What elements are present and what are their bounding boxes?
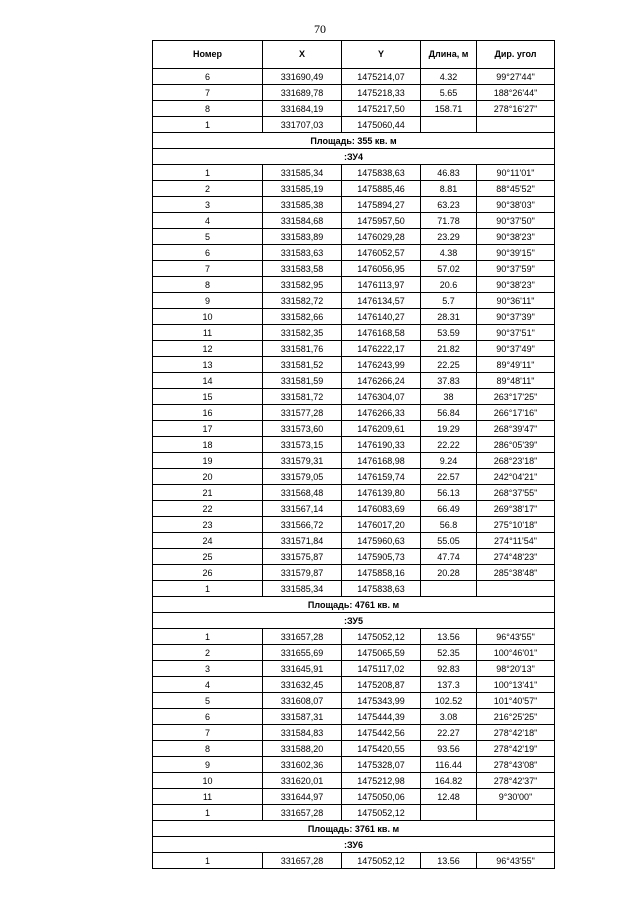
length-cell: 57.02 — [421, 261, 477, 277]
table-row — [153, 117, 555, 133]
table-row — [153, 501, 555, 517]
table-row — [153, 437, 555, 453]
y-cell: 1476168,58 — [342, 325, 421, 341]
x-cell: 331571,84 — [263, 533, 342, 549]
length-cell: 71.78 — [421, 213, 477, 229]
direction-angle-cell: 286°05'39" — [477, 437, 555, 453]
x-cell: 331644,97 — [263, 789, 342, 805]
direction-angle-cell: 278°42'37" — [477, 773, 555, 789]
length-cell: 5.7 — [421, 293, 477, 309]
length-cell: 20.6 — [421, 277, 477, 293]
y-cell: 1475420,55 — [342, 741, 421, 757]
direction-angle-cell: 90°37'50" — [477, 213, 555, 229]
point-number-cell: 2 — [153, 645, 263, 661]
length-cell: 158.71 — [421, 101, 477, 117]
table-row — [153, 469, 555, 485]
point-number-cell: 19 — [153, 453, 263, 469]
x-cell: 331581,72 — [263, 389, 342, 405]
y-cell: 1475444,39 — [342, 709, 421, 725]
y-cell: 1475218,33 — [342, 85, 421, 101]
point-number-cell: 14 — [153, 373, 263, 389]
x-cell: 331632,45 — [263, 677, 342, 693]
y-cell: 1476056,95 — [342, 261, 421, 277]
length-cell: 37.83 — [421, 373, 477, 389]
length-cell: 92.83 — [421, 661, 477, 677]
x-cell: 331573,60 — [263, 421, 342, 437]
y-cell: 1476052,57 — [342, 245, 421, 261]
point-number-cell: 7 — [153, 725, 263, 741]
y-cell: 1476168,98 — [342, 453, 421, 469]
y-cell: 1476083,69 — [342, 501, 421, 517]
y-cell: 1475894,27 — [342, 197, 421, 213]
direction-angle-cell: 268°23'18" — [477, 453, 555, 469]
x-cell: 331645,91 — [263, 661, 342, 677]
direction-angle-cell: 216°25'25" — [477, 709, 555, 725]
area-row — [153, 821, 555, 837]
area-label: Площадь: 355 кв. м — [153, 133, 555, 149]
section-label: :ЗУ6 — [153, 837, 555, 853]
length-cell: 56.13 — [421, 485, 477, 501]
x-cell: 331585,34 — [263, 165, 342, 181]
area-row — [153, 133, 555, 149]
length-cell: 93.56 — [421, 741, 477, 757]
table-row — [153, 741, 555, 757]
point-number-cell: 2 — [153, 181, 263, 197]
table-row — [153, 421, 555, 437]
direction-angle-cell: 285°38'48" — [477, 565, 555, 581]
point-number-cell: 6 — [153, 709, 263, 725]
point-number-cell: 7 — [153, 261, 263, 277]
section-label: :ЗУ4 — [153, 149, 555, 165]
direction-angle-cell: 90°11'01" — [477, 165, 555, 181]
direction-angle-cell: 100°13'41" — [477, 677, 555, 693]
direction-angle-cell: 89°48'11" — [477, 373, 555, 389]
length-cell — [421, 581, 477, 597]
table-row — [153, 341, 555, 357]
table-row — [153, 181, 555, 197]
direction-angle-cell: 263°17'25" — [477, 389, 555, 405]
point-number-cell: 5 — [153, 693, 263, 709]
table-row — [153, 677, 555, 693]
header-direction-angle: Дир. угол — [477, 41, 555, 69]
direction-angle-cell: 278°42'19" — [477, 741, 555, 757]
length-cell: 102.52 — [421, 693, 477, 709]
y-cell: 1476209,61 — [342, 421, 421, 437]
header-x: X — [263, 41, 342, 69]
point-number-cell: 1 — [153, 805, 263, 821]
x-cell: 331582,66 — [263, 309, 342, 325]
x-cell: 331567,14 — [263, 501, 342, 517]
point-number-cell: 9 — [153, 293, 263, 309]
y-cell: 1476029,28 — [342, 229, 421, 245]
y-cell: 1476266,33 — [342, 405, 421, 421]
table-row — [153, 485, 555, 501]
point-number-cell: 1 — [153, 117, 263, 133]
section-row — [153, 837, 555, 853]
header-y: Y — [342, 41, 421, 69]
point-number-cell: 1 — [153, 629, 263, 645]
y-cell: 1475442,56 — [342, 725, 421, 741]
point-number-cell: 9 — [153, 757, 263, 773]
x-cell: 331575,87 — [263, 549, 342, 565]
table-row — [153, 853, 555, 869]
length-cell: 21.82 — [421, 341, 477, 357]
direction-angle-cell — [477, 117, 555, 133]
direction-angle-cell: 89°49'11" — [477, 357, 555, 373]
direction-angle-cell: 90°39'15" — [477, 245, 555, 261]
x-cell: 331573,15 — [263, 437, 342, 453]
table-row — [153, 693, 555, 709]
point-number-cell: 25 — [153, 549, 263, 565]
length-cell: 19.29 — [421, 421, 477, 437]
table-row — [153, 293, 555, 309]
y-cell: 1476266,24 — [342, 373, 421, 389]
table-row — [153, 357, 555, 373]
x-cell: 331657,28 — [263, 853, 342, 869]
point-number-cell: 3 — [153, 661, 263, 677]
x-cell: 331684,19 — [263, 101, 342, 117]
area-label: Площадь: 3761 кв. м — [153, 821, 555, 837]
y-cell: 1476190,33 — [342, 437, 421, 453]
x-cell: 331608,07 — [263, 693, 342, 709]
length-cell: 22.25 — [421, 357, 477, 373]
table-row — [153, 517, 555, 533]
x-cell: 331581,76 — [263, 341, 342, 357]
length-cell: 28.31 — [421, 309, 477, 325]
y-cell: 1475885,46 — [342, 181, 421, 197]
y-cell: 1475065,59 — [342, 645, 421, 661]
length-cell: 22.27 — [421, 725, 477, 741]
y-cell: 1476243,99 — [342, 357, 421, 373]
table-row — [153, 725, 555, 741]
direction-angle-cell: 90°37'39" — [477, 309, 555, 325]
point-number-cell: 18 — [153, 437, 263, 453]
x-cell: 331587,31 — [263, 709, 342, 725]
y-cell: 1475052,12 — [342, 629, 421, 645]
x-cell: 331581,52 — [263, 357, 342, 373]
y-cell: 1476134,57 — [342, 293, 421, 309]
area-row — [153, 597, 555, 613]
table-row — [153, 101, 555, 117]
y-cell: 1475905,73 — [342, 549, 421, 565]
length-cell: 52.35 — [421, 645, 477, 661]
direction-angle-cell: 90°37'59" — [477, 261, 555, 277]
direction-angle-cell: 269°38'17" — [477, 501, 555, 517]
header-number: Номер — [153, 41, 263, 69]
direction-angle-cell: 99°27'44" — [477, 69, 555, 85]
x-cell: 331583,63 — [263, 245, 342, 261]
table-row — [153, 69, 555, 85]
x-cell: 331655,69 — [263, 645, 342, 661]
table-row — [153, 229, 555, 245]
point-number-cell: 11 — [153, 789, 263, 805]
x-cell: 331583,89 — [263, 229, 342, 245]
point-number-cell: 26 — [153, 565, 263, 581]
direction-angle-cell: 90°37'51" — [477, 325, 555, 341]
table-row — [153, 165, 555, 181]
length-cell: 66.49 — [421, 501, 477, 517]
direction-angle-cell — [477, 805, 555, 821]
point-number-cell: 16 — [153, 405, 263, 421]
table-row — [153, 549, 555, 565]
length-cell: 38 — [421, 389, 477, 405]
x-cell: 331588,20 — [263, 741, 342, 757]
coordinates-table — [152, 40, 555, 869]
direction-angle-cell: 101°40'57" — [477, 693, 555, 709]
direction-angle-cell: 278°43'08" — [477, 757, 555, 773]
table-row — [153, 277, 555, 293]
table-header-row — [153, 41, 555, 69]
y-cell: 1475060,44 — [342, 117, 421, 133]
x-cell: 331577,28 — [263, 405, 342, 421]
y-cell: 1475858,16 — [342, 565, 421, 581]
point-number-cell: 10 — [153, 309, 263, 325]
direction-angle-cell — [477, 581, 555, 597]
length-cell: 46.83 — [421, 165, 477, 181]
table-row — [153, 197, 555, 213]
y-cell: 1476304,07 — [342, 389, 421, 405]
x-cell: 331582,35 — [263, 325, 342, 341]
direction-angle-cell: 98°20'13" — [477, 661, 555, 677]
x-cell: 331579,87 — [263, 565, 342, 581]
table-row — [153, 773, 555, 789]
x-cell: 331566,72 — [263, 517, 342, 533]
y-cell: 1476113,97 — [342, 277, 421, 293]
point-number-cell: 8 — [153, 741, 263, 757]
direction-angle-cell: 268°39'47" — [477, 421, 555, 437]
point-number-cell: 4 — [153, 677, 263, 693]
direction-angle-cell: 278°16'27" — [477, 101, 555, 117]
point-number-cell: 1 — [153, 165, 263, 181]
table-row — [153, 309, 555, 325]
point-number-cell: 5 — [153, 229, 263, 245]
x-cell: 331582,95 — [263, 277, 342, 293]
length-cell: 55.05 — [421, 533, 477, 549]
y-cell: 1475960,63 — [342, 533, 421, 549]
direction-angle-cell: 275°10'18" — [477, 517, 555, 533]
x-cell: 331585,34 — [263, 581, 342, 597]
y-cell: 1475328,07 — [342, 757, 421, 773]
point-number-cell: 1 — [153, 853, 263, 869]
table-row — [153, 373, 555, 389]
x-cell: 331585,38 — [263, 197, 342, 213]
y-cell: 1476140,27 — [342, 309, 421, 325]
point-number-cell: 4 — [153, 213, 263, 229]
point-number-cell: 17 — [153, 421, 263, 437]
length-cell: 13.56 — [421, 629, 477, 645]
page-number: 70 — [314, 22, 326, 36]
point-number-cell: 12 — [153, 341, 263, 357]
point-number-cell: 3 — [153, 197, 263, 213]
point-number-cell: 1 — [153, 581, 263, 597]
point-number-cell: 6 — [153, 245, 263, 261]
table-row — [153, 645, 555, 661]
length-cell: 56.8 — [421, 517, 477, 533]
length-cell: 9.24 — [421, 453, 477, 469]
direction-angle-cell: 278°42'18" — [477, 725, 555, 741]
x-cell: 331585,19 — [263, 181, 342, 197]
point-number-cell: 21 — [153, 485, 263, 501]
length-cell: 12.48 — [421, 789, 477, 805]
length-cell: 22.57 — [421, 469, 477, 485]
point-number-cell: 23 — [153, 517, 263, 533]
x-cell: 331602,36 — [263, 757, 342, 773]
y-cell: 1475208,87 — [342, 677, 421, 693]
point-number-cell: 20 — [153, 469, 263, 485]
y-cell: 1475957,50 — [342, 213, 421, 229]
header-length: Длина, м — [421, 41, 477, 69]
table-row — [153, 709, 555, 725]
x-cell: 331579,31 — [263, 453, 342, 469]
length-cell: 20.28 — [421, 565, 477, 581]
x-cell: 331582,72 — [263, 293, 342, 309]
length-cell: 5.65 — [421, 85, 477, 101]
direction-angle-cell: 268°37'55" — [477, 485, 555, 501]
point-number-cell: 11 — [153, 325, 263, 341]
point-number-cell: 10 — [153, 773, 263, 789]
x-cell: 331584,68 — [263, 213, 342, 229]
point-number-cell: 6 — [153, 69, 263, 85]
table-row — [153, 629, 555, 645]
point-number-cell: 24 — [153, 533, 263, 549]
table-row — [153, 789, 555, 805]
y-cell: 1476159,74 — [342, 469, 421, 485]
table-row — [153, 85, 555, 101]
y-cell: 1475343,99 — [342, 693, 421, 709]
table-row — [153, 453, 555, 469]
direction-angle-cell: 90°37'49" — [477, 341, 555, 357]
table-row — [153, 581, 555, 597]
table-row — [153, 261, 555, 277]
y-cell: 1475838,63 — [342, 581, 421, 597]
x-cell: 331579,05 — [263, 469, 342, 485]
y-cell: 1475214,07 — [342, 69, 421, 85]
table-row — [153, 805, 555, 821]
direction-angle-cell: 90°38'23" — [477, 229, 555, 245]
table-row — [153, 389, 555, 405]
table-row — [153, 565, 555, 581]
table-row — [153, 405, 555, 421]
area-label: Площадь: 4761 кв. м — [153, 597, 555, 613]
table-row — [153, 661, 555, 677]
direction-angle-cell: 96°43'55" — [477, 853, 555, 869]
point-number-cell: 15 — [153, 389, 263, 405]
x-cell: 331584,83 — [263, 725, 342, 741]
x-cell: 331620,01 — [263, 773, 342, 789]
table-row — [153, 325, 555, 341]
length-cell: 8.81 — [421, 181, 477, 197]
section-row — [153, 613, 555, 629]
x-cell: 331583,58 — [263, 261, 342, 277]
y-cell: 1476017,20 — [342, 517, 421, 533]
direction-angle-cell: 274°48'23" — [477, 549, 555, 565]
table-row — [153, 757, 555, 773]
x-cell: 331581,59 — [263, 373, 342, 389]
y-cell: 1475050,06 — [342, 789, 421, 805]
x-cell: 331707,03 — [263, 117, 342, 133]
direction-angle-cell: 100°46'01" — [477, 645, 555, 661]
direction-angle-cell: 188°26'44" — [477, 85, 555, 101]
length-cell: 56.84 — [421, 405, 477, 421]
length-cell: 4.32 — [421, 69, 477, 85]
y-cell: 1475838,63 — [342, 165, 421, 181]
point-number-cell: 8 — [153, 101, 263, 117]
y-cell: 1475217,50 — [342, 101, 421, 117]
point-number-cell: 22 — [153, 501, 263, 517]
table-row — [153, 213, 555, 229]
direction-angle-cell: 96°43'55" — [477, 629, 555, 645]
section-row — [153, 149, 555, 165]
length-cell: 13.56 — [421, 853, 477, 869]
length-cell: 22.22 — [421, 437, 477, 453]
direction-angle-cell: 90°38'03" — [477, 197, 555, 213]
section-label: :ЗУ5 — [153, 613, 555, 629]
table-row — [153, 245, 555, 261]
point-number-cell: 7 — [153, 85, 263, 101]
length-cell: 63.23 — [421, 197, 477, 213]
length-cell: 116.44 — [421, 757, 477, 773]
y-cell: 1475052,12 — [342, 853, 421, 869]
point-number-cell: 8 — [153, 277, 263, 293]
length-cell: 23.29 — [421, 229, 477, 245]
x-cell: 331568,48 — [263, 485, 342, 501]
length-cell: 4.38 — [421, 245, 477, 261]
table-body — [153, 69, 555, 869]
length-cell: 137.3 — [421, 677, 477, 693]
direction-angle-cell: 242°04'21" — [477, 469, 555, 485]
y-cell: 1475117,02 — [342, 661, 421, 677]
direction-angle-cell: 90°36'11" — [477, 293, 555, 309]
y-cell: 1475052,12 — [342, 805, 421, 821]
length-cell: 47.74 — [421, 549, 477, 565]
direction-angle-cell: 88°45'52" — [477, 181, 555, 197]
direction-angle-cell: 274°11'54" — [477, 533, 555, 549]
y-cell: 1476222,17 — [342, 341, 421, 357]
x-cell: 331690,49 — [263, 69, 342, 85]
x-cell: 331657,28 — [263, 805, 342, 821]
length-cell: 53.59 — [421, 325, 477, 341]
y-cell: 1476139,80 — [342, 485, 421, 501]
length-cell — [421, 805, 477, 821]
y-cell: 1475212,98 — [342, 773, 421, 789]
direction-angle-cell: 266°17'16" — [477, 405, 555, 421]
table-row — [153, 533, 555, 549]
length-cell: 164.82 — [421, 773, 477, 789]
length-cell — [421, 117, 477, 133]
direction-angle-cell: 90°38'23" — [477, 277, 555, 293]
direction-angle-cell: 9°30'00" — [477, 789, 555, 805]
length-cell: 3.08 — [421, 709, 477, 725]
point-number-cell: 13 — [153, 357, 263, 373]
x-cell: 331657,28 — [263, 629, 342, 645]
x-cell: 331689,78 — [263, 85, 342, 101]
